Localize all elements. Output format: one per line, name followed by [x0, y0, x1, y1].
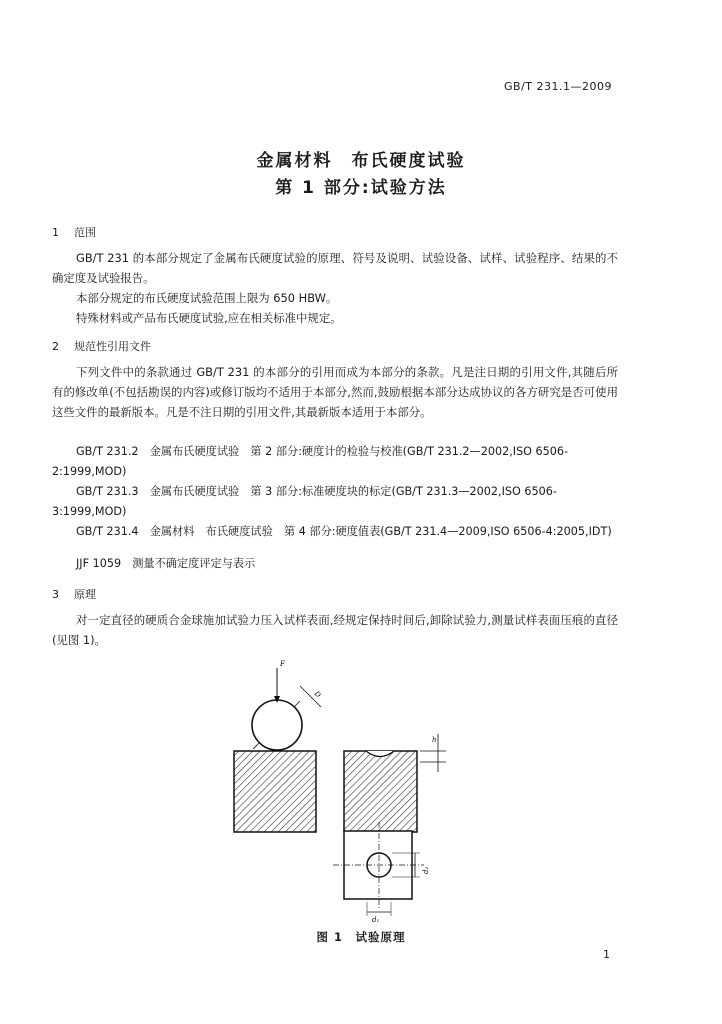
specimen-block — [234, 751, 316, 832]
indentation-plan-view — [333, 822, 430, 924]
reference-item: GB/T 231.2 金属布氏硬度试验 第 2 部分:硬度计的检验与校准(GB/T 231.2—2002,ISO 6506-2:1999,MOD) — [52, 445, 569, 478]
specimen-section — [344, 751, 417, 832]
section-title: 原理 — [74, 588, 96, 601]
depth-label: h — [432, 736, 437, 744]
section-title: 范围 — [74, 226, 96, 239]
document-subtitle: 第 1 部分:试验方法 — [275, 178, 447, 198]
paragraph: 本部分规定的布氏硬度试验范围上限为 650 HBW。 — [76, 291, 338, 305]
document-title: 金属材料 布氏硬度试验 — [256, 151, 466, 171]
section-heading-principle — [52, 586, 96, 602]
page-number: 1 — [603, 948, 610, 961]
standard-code: GB/T 231.1—2009 — [504, 80, 612, 93]
section-heading-normative-references — [52, 338, 151, 354]
d1-label: d₁ — [372, 916, 380, 924]
test-principle-figure — [0, 650, 722, 950]
figure-caption: 图 1 试验原理 — [316, 930, 406, 944]
section-heading-scope — [52, 224, 96, 240]
section-title: 规范性引用文件 — [74, 340, 151, 353]
paragraph: GB/T 231 的本部分规定了金属布氏硬度试验的原理、符号及说明、试验设备、试样、试验程序、结果的不确定度及试验报告。 — [52, 251, 618, 285]
indentation-depth-diagram — [344, 734, 446, 832]
paragraph: 下列文件中的条款通过 GB/T 231 的本部分的引用而成为本部分的条款。凡是注日期的引用文件,其随后所有的修改单(不包括勘误的内容)或修订版均不适用于本部分,然而,鼓励根据本部分达成协议的各方研究是否可使用这些文件的最新版本。凡是不注日期的引用文件,其最新版本适用于本部分。 — [52, 365, 618, 419]
reference-item: JJF 1059 测量不确定度评定与表示 — [76, 557, 256, 570]
reference-item: GB/T 231.4 金属材料 布氏硬度试验 第 4 部分:硬度值表(GB/T 231.4—2009,ISO 6506-4:2005,IDT) — [76, 525, 612, 538]
reference-item: GB/T 231.3 金属布氏硬度试验 第 3 部分:标准硬度块的标定(GB/T 231.3—2002,ISO 6506-3:1999,MOD) — [52, 485, 557, 518]
d2-label: d₂ — [422, 866, 430, 874]
paragraph: 对一定直径的硬质合金球施加试验力压入试样表面,经规定保持时间后,卸除试验力,测量试样表面压痕的直径(见图 1)。 — [52, 613, 618, 647]
section-number: 2 — [52, 340, 59, 353]
section-number: 1 — [52, 226, 59, 239]
ball-indentation-diagram — [234, 660, 322, 832]
indenter-ball — [252, 700, 302, 750]
paragraph: 特殊材料或产品布氏硬度试验,应在相关标准中规定。 — [76, 311, 342, 325]
diameter-label: D — [312, 689, 323, 700]
force-label: F — [280, 660, 285, 668]
section-number: 3 — [52, 588, 59, 601]
